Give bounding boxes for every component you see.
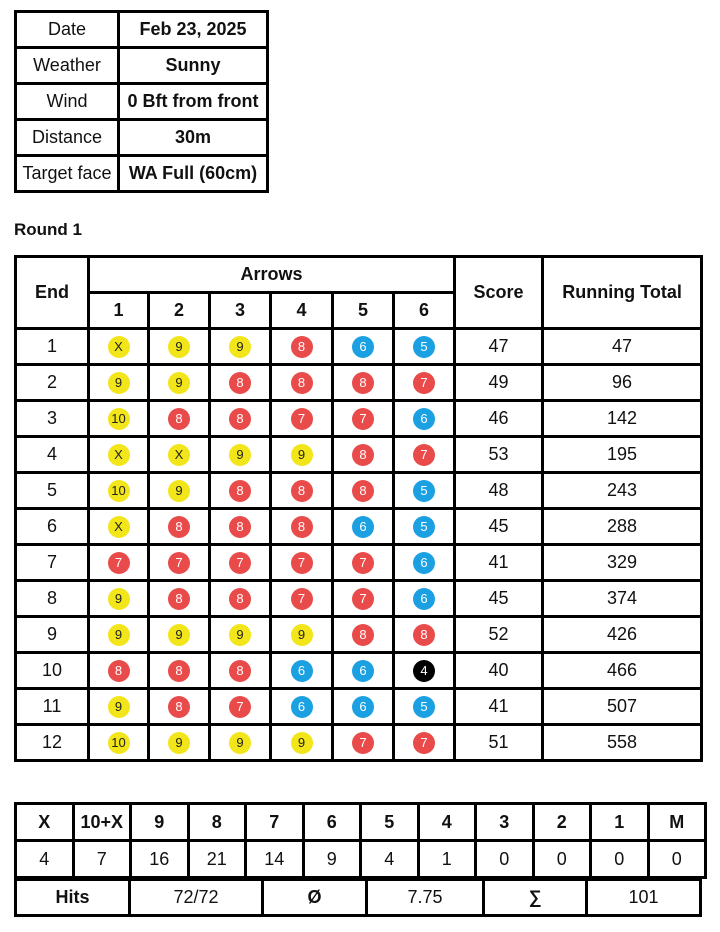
end-score: 51 [455, 725, 543, 761]
score-distribution-table [14, 802, 707, 879]
arrow-cell [210, 329, 271, 365]
distribution-label: 4 [418, 804, 476, 841]
arrow-cell [89, 509, 149, 545]
distribution-label: 1 [591, 804, 649, 841]
arrow-score-dot: 9 [229, 624, 251, 646]
arrow-score-dot: 8 [229, 372, 251, 394]
end-score: 45 [455, 581, 543, 617]
arrow-score-dot: 10 [108, 408, 130, 430]
arrow-score-dot: 8 [229, 480, 251, 502]
end-number: 2 [16, 365, 89, 401]
running-total: 142 [543, 401, 702, 437]
info-row [16, 84, 268, 120]
arrow-cell [333, 617, 394, 653]
distribution-count: 1 [418, 841, 476, 878]
arrow-cell [271, 581, 333, 617]
arrow-cell [149, 401, 210, 437]
end-row [16, 437, 702, 473]
running-total: 466 [543, 653, 702, 689]
arrow-score-dot: 8 [291, 480, 313, 502]
arrow-score-dot: 8 [229, 408, 251, 430]
end-score: 53 [455, 437, 543, 473]
arrow-cell [210, 689, 271, 725]
running-total: 288 [543, 509, 702, 545]
arrow-number-header: 3 [210, 293, 271, 329]
end-row [16, 329, 702, 365]
distribution-label: 3 [476, 804, 534, 841]
end-number: 11 [16, 689, 89, 725]
arrow-score-dot: 10 [108, 732, 130, 754]
info-label: Date [16, 12, 119, 48]
arrow-score-dot: 8 [229, 516, 251, 538]
info-value: 30m [119, 120, 268, 156]
end-score: 46 [455, 401, 543, 437]
info-value: Sunny [119, 48, 268, 84]
arrow-score-dot: 6 [413, 552, 435, 574]
arrow-cell [394, 581, 455, 617]
end-number: 9 [16, 617, 89, 653]
distribution-count: 0 [648, 841, 706, 878]
arrow-score-dot: 9 [168, 480, 190, 502]
arrow-cell [394, 401, 455, 437]
end-number: 8 [16, 581, 89, 617]
arrow-score-dot: 7 [413, 732, 435, 754]
arrow-score-dot: 7 [229, 552, 251, 574]
score-header: Score [455, 257, 543, 329]
arrow-score-dot: 7 [352, 588, 374, 610]
arrow-cell [333, 437, 394, 473]
info-label: Distance [16, 120, 119, 156]
arrow-score-dot: 5 [413, 336, 435, 358]
arrow-score-dot: 8 [291, 336, 313, 358]
arrow-score-dot: 7 [352, 552, 374, 574]
running-total: 558 [543, 725, 702, 761]
arrow-cell [210, 725, 271, 761]
arrow-score-dot: 6 [413, 588, 435, 610]
running-total: 507 [543, 689, 702, 725]
running-total: 96 [543, 365, 702, 401]
arrow-cell [210, 581, 271, 617]
arrow-cell [89, 689, 149, 725]
arrow-cell [333, 329, 394, 365]
arrow-cell [394, 617, 455, 653]
scorecard-table [14, 255, 703, 762]
arrow-score-dot: 8 [291, 516, 313, 538]
arrow-cell [89, 473, 149, 509]
arrow-cell [89, 581, 149, 617]
arrow-score-dot: 8 [168, 588, 190, 610]
arrow-number-header: 6 [394, 293, 455, 329]
arrow-cell [89, 365, 149, 401]
arrow-score-dot: 8 [413, 624, 435, 646]
end-score: 45 [455, 509, 543, 545]
arrow-score-dot: 7 [229, 696, 251, 718]
arrow-cell [333, 725, 394, 761]
round-title: Round 1 [14, 220, 82, 239]
arrow-cell [333, 509, 394, 545]
arrow-cell [210, 545, 271, 581]
arrow-score-dot: 7 [291, 588, 313, 610]
distribution-count: 0 [476, 841, 534, 878]
end-number: 5 [16, 473, 89, 509]
distribution-count: 7 [73, 841, 131, 878]
end-score: 47 [455, 329, 543, 365]
info-row [16, 12, 268, 48]
arrow-score-dot: 5 [413, 480, 435, 502]
arrow-score-dot: 5 [413, 516, 435, 538]
arrow-cell [89, 329, 149, 365]
distribution-label: 10+X [73, 804, 131, 841]
distribution-label: 6 [303, 804, 361, 841]
arrow-cell [394, 725, 455, 761]
arrow-score-dot: 7 [352, 408, 374, 430]
arrow-score-dot: 7 [108, 552, 130, 574]
arrow-cell [333, 581, 394, 617]
distribution-label: 7 [246, 804, 304, 841]
arrow-cell [89, 401, 149, 437]
distribution-count: 4 [361, 841, 419, 878]
end-number: 4 [16, 437, 89, 473]
info-row [16, 120, 268, 156]
distribution-count: 4 [16, 841, 74, 878]
info-label: Weather [16, 48, 119, 84]
arrow-cell [149, 509, 210, 545]
arrow-score-dot: 9 [291, 732, 313, 754]
end-score: 41 [455, 545, 543, 581]
session-info-table [14, 10, 269, 193]
arrow-score-dot: 8 [168, 408, 190, 430]
info-row [16, 156, 268, 192]
arrow-cell [271, 617, 333, 653]
arrow-cell [210, 617, 271, 653]
arrow-cell [89, 545, 149, 581]
arrow-cell [333, 689, 394, 725]
arrow-score-dot: 8 [229, 588, 251, 610]
arrow-score-dot: 10 [108, 480, 130, 502]
end-score: 52 [455, 617, 543, 653]
end-row [16, 725, 702, 761]
distribution-label: 9 [131, 804, 189, 841]
sum-label: ∑ [484, 880, 587, 916]
arrow-number-header: 5 [333, 293, 394, 329]
arrow-number-header: 1 [89, 293, 149, 329]
arrow-score-dot: 7 [413, 444, 435, 466]
arrow-score-dot: 7 [352, 732, 374, 754]
average-value: 7.75 [367, 880, 484, 916]
arrow-cell [394, 653, 455, 689]
average-label: Ø [263, 880, 367, 916]
running-total: 47 [543, 329, 702, 365]
arrow-score-dot: X [108, 516, 130, 538]
summary-table [14, 878, 702, 917]
arrow-cell [210, 401, 271, 437]
arrow-score-dot: 8 [291, 372, 313, 394]
info-value: 0 Bft from front [119, 84, 268, 120]
arrow-score-dot: 6 [352, 516, 374, 538]
arrow-cell [149, 689, 210, 725]
arrow-score-dot: 8 [108, 660, 130, 682]
end-score: 40 [455, 653, 543, 689]
arrow-cell [333, 473, 394, 509]
info-label: Target face [16, 156, 119, 192]
end-header: End [16, 257, 89, 329]
arrow-cell [89, 617, 149, 653]
end-row [16, 401, 702, 437]
arrow-score-dot: 9 [291, 444, 313, 466]
arrow-cell [333, 401, 394, 437]
arrow-cell [271, 509, 333, 545]
arrow-cell [149, 653, 210, 689]
arrow-score-dot: 8 [168, 660, 190, 682]
arrow-cell [210, 653, 271, 689]
arrow-cell [89, 653, 149, 689]
info-row [16, 48, 268, 84]
arrow-number-header: 2 [149, 293, 210, 329]
arrow-score-dot: 6 [352, 696, 374, 718]
arrow-score-dot: 9 [229, 444, 251, 466]
distribution-count: 0 [533, 841, 591, 878]
arrow-cell [271, 545, 333, 581]
running-total: 374 [543, 581, 702, 617]
arrow-cell [149, 329, 210, 365]
arrow-score-dot: 8 [352, 372, 374, 394]
arrow-cell [333, 365, 394, 401]
arrow-score-dot: 9 [168, 732, 190, 754]
arrow-cell [271, 437, 333, 473]
arrow-score-dot: 6 [291, 660, 313, 682]
distribution-label: 8 [188, 804, 246, 841]
arrow-cell [271, 725, 333, 761]
arrow-cell [394, 437, 455, 473]
info-value: WA Full (60cm) [119, 156, 268, 192]
arrow-cell [394, 545, 455, 581]
arrow-cell [89, 725, 149, 761]
distribution-label: 2 [533, 804, 591, 841]
arrow-cell [149, 437, 210, 473]
arrow-score-dot: 6 [291, 696, 313, 718]
arrow-score-dot: 6 [352, 660, 374, 682]
end-row [16, 581, 702, 617]
arrow-cell [210, 365, 271, 401]
arrow-score-dot: 8 [352, 444, 374, 466]
arrow-score-dot: 9 [108, 372, 130, 394]
arrow-cell [210, 473, 271, 509]
arrow-score-dot: 6 [413, 408, 435, 430]
arrow-score-dot: 9 [229, 336, 251, 358]
end-score: 48 [455, 473, 543, 509]
arrow-cell [271, 653, 333, 689]
arrow-cell [210, 437, 271, 473]
arrow-cell [149, 545, 210, 581]
arrows-header: Arrows [89, 257, 455, 293]
arrow-cell [271, 401, 333, 437]
end-row [16, 689, 702, 725]
arrow-cell [394, 329, 455, 365]
running-total: 426 [543, 617, 702, 653]
arrow-cell [333, 545, 394, 581]
arrow-score-dot: 7 [291, 552, 313, 574]
arrow-cell [89, 437, 149, 473]
arrow-cell [271, 473, 333, 509]
arrow-score-dot: 8 [229, 660, 251, 682]
running-total: 329 [543, 545, 702, 581]
end-row [16, 509, 702, 545]
arrow-score-dot: 5 [413, 696, 435, 718]
running-total-header: Running Total [543, 257, 702, 329]
end-row [16, 365, 702, 401]
end-row [16, 473, 702, 509]
end-row [16, 545, 702, 581]
arrow-score-dot: 4 [413, 660, 435, 682]
distribution-label: 5 [361, 804, 419, 841]
info-value: Feb 23, 2025 [119, 12, 268, 48]
arrow-score-dot: X [108, 444, 130, 466]
hits-value: 72/72 [130, 880, 263, 916]
distribution-count: 16 [131, 841, 189, 878]
arrow-score-dot: 9 [108, 624, 130, 646]
arrow-cell [149, 365, 210, 401]
arrow-number-header: 4 [271, 293, 333, 329]
arrow-cell [210, 509, 271, 545]
end-number: 3 [16, 401, 89, 437]
sum-value: 101 [587, 880, 701, 916]
end-row [16, 617, 702, 653]
arrow-cell [149, 725, 210, 761]
end-number: 1 [16, 329, 89, 365]
distribution-label: X [16, 804, 74, 841]
arrow-cell [271, 329, 333, 365]
end-score: 49 [455, 365, 543, 401]
arrow-score-dot: 8 [352, 480, 374, 502]
arrow-score-dot: 8 [352, 624, 374, 646]
distribution-count: 9 [303, 841, 361, 878]
arrow-cell [149, 581, 210, 617]
arrow-score-dot: 9 [168, 624, 190, 646]
arrow-cell [271, 365, 333, 401]
arrow-cell [394, 689, 455, 725]
end-score: 41 [455, 689, 543, 725]
end-number: 12 [16, 725, 89, 761]
running-total: 243 [543, 473, 702, 509]
arrow-cell [271, 689, 333, 725]
end-number: 6 [16, 509, 89, 545]
end-number: 10 [16, 653, 89, 689]
arrow-score-dot: 7 [168, 552, 190, 574]
arrow-score-dot: 9 [229, 732, 251, 754]
info-label: Wind [16, 84, 119, 120]
arrow-score-dot: 7 [291, 408, 313, 430]
arrow-cell [394, 509, 455, 545]
arrow-score-dot: 9 [291, 624, 313, 646]
arrow-score-dot: 9 [108, 588, 130, 610]
arrow-score-dot: 9 [168, 336, 190, 358]
arrow-score-dot: 7 [413, 372, 435, 394]
arrow-cell [394, 365, 455, 401]
arrow-score-dot: 8 [168, 516, 190, 538]
distribution-count: 21 [188, 841, 246, 878]
arrow-cell [333, 653, 394, 689]
arrow-cell [149, 617, 210, 653]
distribution-label: M [648, 804, 706, 841]
running-total: 195 [543, 437, 702, 473]
distribution-count: 0 [591, 841, 649, 878]
distribution-count: 14 [246, 841, 304, 878]
arrow-cell [149, 473, 210, 509]
end-row [16, 653, 702, 689]
arrow-cell [394, 473, 455, 509]
arrow-score-dot: 9 [168, 372, 190, 394]
arrow-score-dot: X [168, 444, 190, 466]
arrow-score-dot: 9 [108, 696, 130, 718]
arrow-score-dot: 6 [352, 336, 374, 358]
end-number: 7 [16, 545, 89, 581]
hits-label: Hits [16, 880, 130, 916]
arrow-score-dot: 8 [168, 696, 190, 718]
arrow-score-dot: X [108, 336, 130, 358]
